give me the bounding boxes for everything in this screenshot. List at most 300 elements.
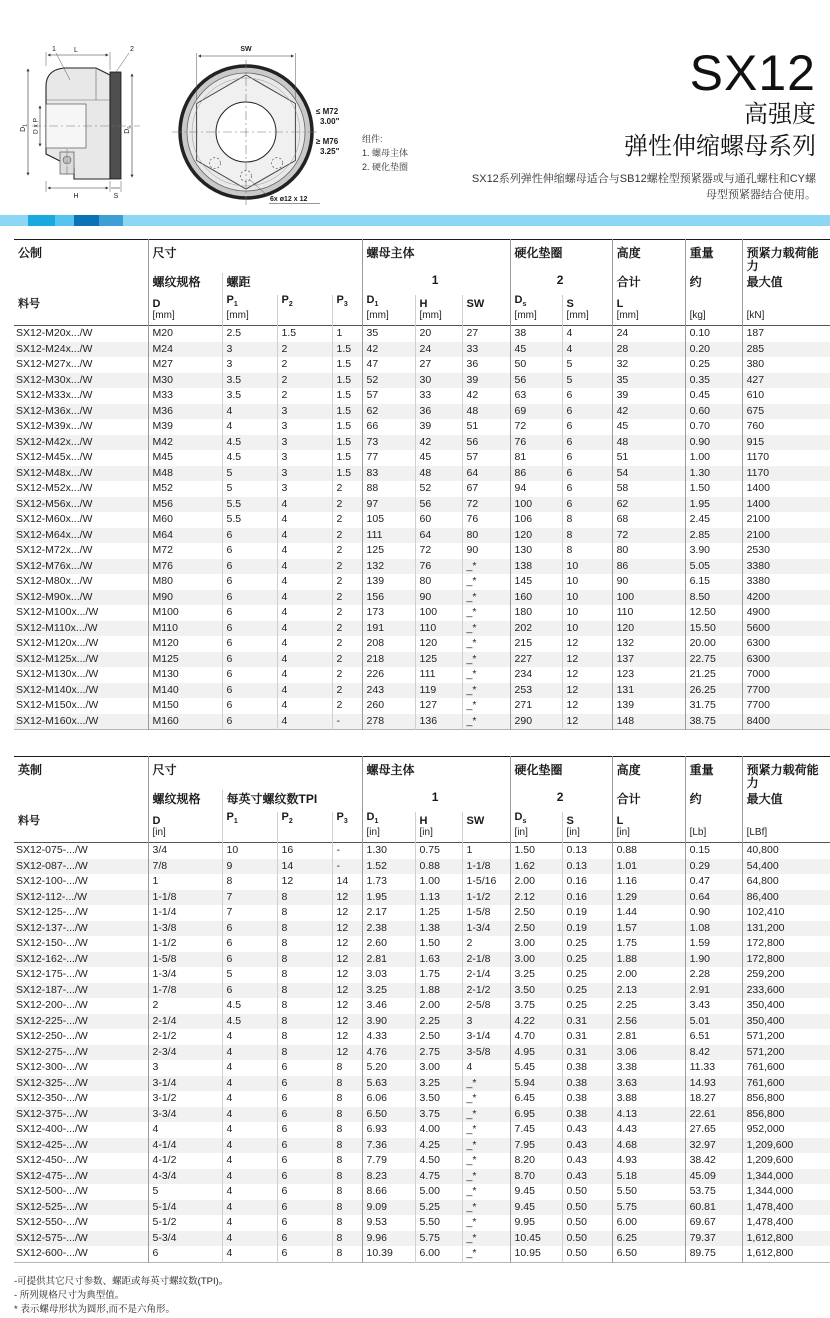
part-number-cell: SX12-175-.../W [16,968,88,981]
spec-cell: 1,612,800 [742,1246,830,1262]
spec-row [14,543,830,559]
col-header: D [mm] [148,295,222,326]
spec-row [14,698,830,714]
part-number-cell: SX12-M80x.../W [16,575,93,588]
spec-cell: 7.95 [510,1138,562,1154]
spec-cell: 8 [222,874,277,890]
note-le-inch: 3.00" [320,117,340,126]
col-header: $P_1$ [mm] [222,295,277,326]
spec-cell: 9.45 [510,1184,562,1200]
spec-cell: _* [462,1200,510,1216]
spec-cell: 12 [562,652,612,668]
spec-cell: 69.67 [685,1215,742,1231]
spec-cell: M160 [148,714,222,730]
spec-row [14,1107,830,1123]
spec-cell: _* [462,605,510,621]
spec-cell: 38 [510,326,562,342]
spec-cell: 2.25 [415,1014,462,1030]
spec-cell: 57 [462,450,510,466]
spec-cell: 259,200 [742,967,830,983]
spec-cell: 0.50 [562,1184,612,1200]
part-number-cell: SX12-087-.../W [16,859,88,872]
spec-cell: 6 [222,936,277,952]
spec-cell: 1.5 [332,373,362,389]
spec-cell: 6.93 [362,1122,415,1138]
spec-cell: 6 [277,1153,332,1169]
sub-thread-spec: 螺纹规格 [148,790,222,812]
spec-cell: 0.43 [562,1169,612,1185]
part-number-cell: SX12-M24x.../W [16,342,93,355]
spec-cell: 1.13 [415,890,462,906]
spec-cell: 80 [612,543,685,559]
spec-cell: 3.5 [222,373,277,389]
sub-approx: 约 [685,790,742,812]
spec-cell: 6.50 [362,1107,415,1123]
spec-cell: 226 [362,667,415,683]
spec-cell: _* [462,1107,510,1123]
spec-row [14,667,830,683]
spec-cell: 5 [222,466,277,482]
nut-body-number: 1 [362,273,510,295]
spec-cell: 2 [332,497,362,513]
spec-cell: 3 [277,404,332,420]
spec-cell: 2-3/4 [148,1045,222,1061]
spec-cell: 4 [222,1200,277,1216]
spec-cell: 2 [332,698,362,714]
spec-cell: 4 [277,590,332,606]
spec-cell: 0.43 [562,1153,612,1169]
legend-title: 组件: [362,134,383,144]
spec-cell: 4 [277,667,332,683]
spec-row [14,652,830,668]
spec-cell: 243 [362,683,415,699]
spec-cell: 0.31 [562,1045,612,1061]
spec-cell: 0.19 [562,905,612,921]
spec-cell: 180 [510,605,562,621]
col-header: $D_1$ [in] [362,812,415,843]
spec-cell: 1.25 [415,905,462,921]
spec-cell: M27 [148,357,222,373]
spec-cell: 2.75 [415,1045,462,1061]
spec-cell: 12 [562,636,612,652]
spec-cell: 123 [612,667,685,683]
spec-cell: 4 [222,1122,277,1138]
spec-row [14,419,830,435]
spec-cell: 4 [222,1246,277,1262]
spec-cell: 4 [277,652,332,668]
spec-cell: M140 [148,683,222,699]
spec-cell: 0.38 [562,1076,612,1092]
col-header: D [in] [148,812,222,843]
spec-cell: 6.25 [612,1231,685,1247]
spec-cell: 2 [332,574,362,590]
spec-cell: 1-1/8 [148,890,222,906]
spec-cell: 0.88 [415,859,462,875]
spec-cell: 4 [222,1215,277,1231]
sub-pitch: 每英寸螺纹数TPI [222,790,362,812]
spec-cell: 5.50 [415,1215,462,1231]
spec-cell: 2.45 [685,512,742,528]
spec-cell: 86 [510,466,562,482]
spec-cell: 54,400 [742,859,830,875]
spec-cell: 6 [222,652,277,668]
spec-cell: 1-3/4 [462,921,510,937]
spec-cell: 76 [415,559,462,575]
spec-cell: 9 [222,859,277,875]
spec-cell: 4.13 [612,1107,685,1123]
spec-cell: M45 [148,450,222,466]
spec-cell: 1-1/2 [148,936,222,952]
dim-L-label: L [74,47,78,54]
spec-row [14,859,830,875]
spec-cell: 80 [462,528,510,544]
spec-cell: 227 [510,652,562,668]
part-number-cell: SX12-550-.../W [16,1216,88,1229]
spec-cell: 6 [562,497,612,513]
spec-cell: 1170 [742,450,830,466]
spec-cell: 12 [332,983,362,999]
spec-cell: 8 [277,967,332,983]
spec-cell: 0.25 [562,967,612,983]
spec-cell: 111 [362,528,415,544]
spec-cell: 2 [332,543,362,559]
spec-cell: 0.38 [562,1091,612,1107]
spec-row [14,1215,830,1231]
spec-cell: 5600 [742,621,830,637]
spec-cell: 50 [510,357,562,373]
spec-cell: 202 [510,621,562,637]
spec-cell: 1,612,800 [742,1231,830,1247]
spec-cell: 4-1/2 [148,1153,222,1169]
spec-cell: 215 [510,636,562,652]
spec-cell: 119 [415,683,462,699]
spec-cell: 62 [362,404,415,420]
spec-cell: 427 [742,373,830,389]
spec-cell: 10 [562,605,612,621]
accent-segment [123,215,830,226]
spec-cell: 5.94 [510,1076,562,1092]
spec-cell: 72 [612,528,685,544]
spec-row [14,559,830,575]
spec-cell: 52 [362,373,415,389]
spec-cell: 132 [612,636,685,652]
spec-cell: 139 [362,574,415,590]
part-number-cell: SX12-162-.../W [16,952,88,965]
spec-cell: _* [462,1231,510,1247]
spec-cell: 6.51 [685,1029,742,1045]
spec-cell: 3.43 [685,998,742,1014]
spec-cell: 76 [510,435,562,451]
group-weight: 重量 [685,240,742,274]
spec-cell: 1.63 [415,952,462,968]
dim-H-label: H [73,193,79,200]
spec-cell: 0.50 [562,1246,612,1262]
sub-thread-spec: 螺纹规格 [148,273,222,295]
spec-cell: 6.45 [510,1091,562,1107]
spec-cell: 9.95 [510,1215,562,1231]
spec-cell: 8 [277,983,332,999]
spec-cell: 105 [362,512,415,528]
spec-cell: 6.15 [685,574,742,590]
spec-cell: _* [462,590,510,606]
spec-cell: 0.19 [562,921,612,937]
spec-cell: 8 [277,905,332,921]
spec-cell: 56 [462,435,510,451]
spec-cell: 285 [742,342,830,358]
spec-cell: 56 [510,373,562,389]
spec-cell: 4 [222,1107,277,1123]
spec-cell: 8400 [742,714,830,730]
part-number-cell: SX12-M33x.../W [16,389,93,402]
holes-note: 6x ø12 x 12 [270,196,308,203]
part-number-cell: SX12-137-.../W [16,921,88,934]
spec-cell: 8 [332,1107,362,1123]
spec-cell: 1 [462,843,510,859]
spec-cell: 2 [332,636,362,652]
spec-cell: 88 [362,481,415,497]
spec-cell: 4 [277,559,332,575]
col-header: $P_2$ [277,295,332,326]
part-number-cell: SX12-250-.../W [16,1030,88,1043]
spec-cell: 1-5/16 [462,874,510,890]
spec-cell: 2530 [742,543,830,559]
spec-cell: 4 [222,1076,277,1092]
spec-cell: 3.25 [415,1076,462,1092]
spec-cell: 8 [277,1014,332,1030]
spec-row [14,342,830,358]
spec-cell: 4 [277,621,332,637]
spec-cell: 6300 [742,636,830,652]
spec-cell: 8 [332,1138,362,1154]
spec-cell: 4 [222,1138,277,1154]
spec-cell: 24 [612,326,685,342]
spec-cell: 6 [222,714,277,730]
spec-cell: 5 [222,481,277,497]
spec-row [14,326,830,342]
spec-cell: 4 [222,419,277,435]
spec-cell: 77 [362,450,415,466]
spec-cell: _* [462,1091,510,1107]
spec-cell: 2 [332,605,362,621]
spec-cell: 12 [332,905,362,921]
dim-SW-label: SW [240,46,252,53]
spec-cell: 9.53 [362,1215,415,1231]
spec-cell: 0.31 [562,1029,612,1045]
spec-cell: 8 [332,1200,362,1216]
spec-cell: 1,478,400 [742,1200,830,1216]
col-header: SW [462,295,510,326]
callout-1: 1 [52,46,56,53]
spec-cell: 12 [332,1029,362,1045]
group-washer: 硬化垫圈 [510,240,612,274]
spec-cell: 18.27 [685,1091,742,1107]
spec-cell: 8 [562,543,612,559]
spec-cell: 120 [510,528,562,544]
spec-cell: 172,800 [742,936,830,952]
spec-cell: 12 [332,952,362,968]
spec-cell: 6 [277,1184,332,1200]
spec-cell: 2.12 [510,890,562,906]
spec-cell: 8 [332,1184,362,1200]
spec-cell: 0.50 [562,1215,612,1231]
spec-cell: 6 [222,636,277,652]
spec-cell: 2100 [742,512,830,528]
spec-cell: 7.36 [362,1138,415,1154]
spec-cell: 1400 [742,481,830,497]
spec-cell: 60 [415,512,462,528]
spec-cell: 172,800 [742,952,830,968]
spec-cell: 2.25 [612,998,685,1014]
spec-cell: 1.00 [415,874,462,890]
spec-cell: 111 [415,667,462,683]
spec-row [14,683,830,699]
spec-cell: 6 [562,404,612,420]
spec-cell: 45 [415,450,462,466]
spec-cell: M42 [148,435,222,451]
spec-cell: 10 [562,590,612,606]
spec-cell: 6300 [742,652,830,668]
part-number-cell: SX12-M64x.../W [16,528,93,541]
spec-cell: _* [462,1184,510,1200]
legend-item-nut-body: 1. 螺母主体 [362,147,409,158]
sub-pitch: 螺距 [222,273,362,295]
part-number-cell: SX12-M56x.../W [16,497,93,510]
spec-cell: 106 [510,512,562,528]
spec-row [14,874,830,890]
spec-cell: 90 [612,574,685,590]
spec-cell: 1,209,600 [742,1153,830,1169]
spec-cell: 2.50 [415,1029,462,1045]
spacer [14,273,148,295]
spec-cell: 6 [562,466,612,482]
spec-cell: 1.38 [415,921,462,937]
spec-cell: 12 [562,683,612,699]
spec-cell: 79.37 [685,1231,742,1247]
col-header: H [mm] [415,295,462,326]
spec-cell: 2.38 [362,921,415,937]
col-header: H [in] [415,812,462,843]
imperial-spec-table [14,756,830,1263]
spec-cell: 6 [222,590,277,606]
spec-cell: 8 [332,1169,362,1185]
footnote-other-sizes: -可提供其它尺寸参数、螺距或每英寸螺纹数(TPI)。 [14,1275,229,1287]
spec-cell: 6 [277,1107,332,1123]
spec-cell: 1.5 [332,388,362,404]
spec-row [14,1138,830,1154]
spec-cell: 4 [222,1060,277,1076]
spec-cell: 26.25 [685,683,742,699]
spec-cell: 4.76 [362,1045,415,1061]
spec-cell: 5-3/4 [148,1231,222,1247]
spec-cell: 7700 [742,698,830,714]
spec-cell: 48 [415,466,462,482]
spec-cell: 3.00 [510,936,562,952]
spec-cell: 6 [222,559,277,575]
spec-cell: 3 [148,1060,222,1076]
spec-cell: 0.10 [685,326,742,342]
spec-cell: 3 [222,357,277,373]
spec-cell: _* [462,698,510,714]
spec-cell: 80 [415,574,462,590]
spec-cell: 4 [277,714,332,730]
spec-cell: 3.38 [612,1060,685,1076]
spec-cell: 48 [462,404,510,420]
col-header: [kN] [742,295,830,326]
title-block [471,45,816,204]
spec-cell: 1.00 [685,450,742,466]
spec-cell: 10 [562,574,612,590]
system-label: 英制 [18,763,43,778]
group-weight: 重量 [685,757,742,791]
spec-cell: 8 [332,1122,362,1138]
accent-segment [28,215,55,226]
spec-cell: 110 [415,621,462,637]
spec-cell: 3.25 [510,967,562,983]
spec-row [14,952,830,968]
col-header: $D_1$ [mm] [362,295,415,326]
spec-cell: M150 [148,698,222,714]
spec-cell: 8.20 [510,1153,562,1169]
spec-cell: 72 [462,497,510,513]
spec-cell: 4.50 [415,1153,462,1169]
spec-cell: 4 [222,1169,277,1185]
spec-cell: M48 [148,466,222,482]
spec-cell: 0.47 [685,874,742,890]
spec-cell: 94 [510,481,562,497]
spec-cell: 28 [612,342,685,358]
spec-cell: 3 [277,466,332,482]
spec-cell: 290 [510,714,562,730]
spec-cell: 4.70 [510,1029,562,1045]
spec-row [14,512,830,528]
part-number-cell: SX12-M72x.../W [16,544,93,557]
spec-cell: 5 [562,357,612,373]
spec-cell: 57 [362,388,415,404]
spec-cell: 760 [742,419,830,435]
sub-total: 合计 [612,273,685,295]
part-number-header: 料号 [18,815,40,828]
spec-cell: M56 [148,497,222,513]
sub-max-value: 最大值 [742,790,830,812]
col-header: $D_s$ [in] [510,812,562,843]
spec-row [14,621,830,637]
spec-cell: _* [462,621,510,637]
spec-cell: 4.75 [415,1169,462,1185]
spec-cell: 54 [612,466,685,482]
spec-cell: 4.93 [612,1153,685,1169]
spec-cell: 1.50 [415,936,462,952]
spec-row [14,1029,830,1045]
spec-cell: 36 [462,357,510,373]
spec-cell: 2 [277,342,332,358]
spec-cell: 2 [332,559,362,575]
spec-cell: 1,209,600 [742,1138,830,1154]
spec-cell: 571,200 [742,1029,830,1045]
spec-cell: 0.16 [562,874,612,890]
spec-cell: 2-1/4 [462,967,510,983]
spec-cell: 35 [362,326,415,342]
spec-cell: 2-1/2 [462,983,510,999]
spec-cell: 45.09 [685,1169,742,1185]
spec-row [14,1122,830,1138]
spec-cell: 24 [415,342,462,358]
spec-cell: 5.63 [362,1076,415,1092]
spec-cell: 856,800 [742,1107,830,1123]
spec-cell: 2 [277,373,332,389]
spec-cell: 2-1/2 [148,1029,222,1045]
spec-cell: 4 [222,1029,277,1045]
spec-cell: 2.60 [362,936,415,952]
